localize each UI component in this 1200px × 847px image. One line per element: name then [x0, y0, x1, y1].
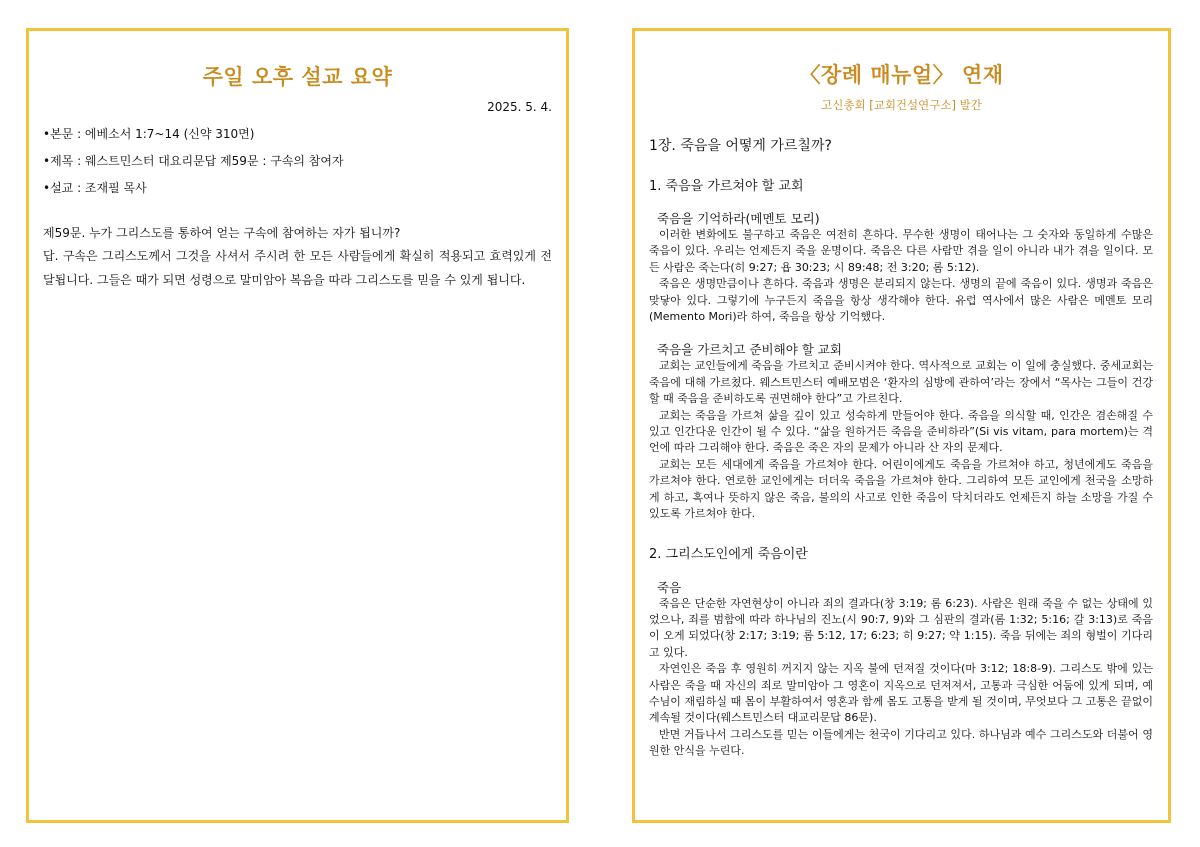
right-page	[632, 28, 1171, 823]
sermon-date: 2025. 5. 4.	[487, 100, 552, 114]
paragraph: 이러한 변화에도 불구하고 죽음은 여전히 흔하다. 무수한 생명이 태어나는 그 숫자와 동일하게 수많은 죽음이 있다. 우리는 언제든지 죽을 운명이다. 죽음은 다른 사람만 겪을 일이 아니라 내가 겪을 일이다. 모든 사람은 죽는다(히 9:27; 욥 30:23; 시 89:48; 전 3:20; 롬 5:12).	[649, 228, 1153, 274]
subsection-heading: 죽음을 기억하라(메멘토 모리)	[657, 211, 820, 226]
sermon-summary-title: 주일 오후 설교 요약	[202, 65, 393, 89]
paragraph: 교회는 죽음을 가르쳐 삶을 깊이 있고 성숙하게 만들어야 한다. 죽음을 의식할 때, 인간은 겸손해질 수 있고 인간다운 인간이 될 수 있다. “삶을 원하거든 죽음을 준비하라”(Si vis vitam, para mortem)는 격언에 따라 그리해야 한다. 죽음은 죽은 자의 문제가 아니라 산 자의 문제다.	[649, 408, 1153, 455]
section-heading: 2. 그리스도인에게 죽음이란	[649, 546, 808, 562]
paragraph: 자연인은 죽음 후 영원히 꺼지지 않는 지옥 불에 던져질 것이다(마 3:12; 18:8-9). 그리스도 밖에 있는 사람은 죽을 때 자신의 죄로 말미암아 그 영혼이 지옥으로 던져져서, 고통과 극심한 어둠에 있게 되며, 예수님이 재림하실 때 몸이 부활하여서 영혼과 함께 몸도 고통을 받게 될 것이며, 무엇보다 그 고통은 끝없이 계속될 것이다(웨스트민스터 대교리문답 86문).	[649, 662, 1153, 725]
section-heading: 1. 죽음을 가르쳐야 할 교회	[649, 179, 804, 194]
paragraph: 죽음은 단순한 자연현상이 아니라 죄의 결과다(창 3:19; 롬 6:23). 사람은 원래 죽을 수 없는 상태에 있었으나, 죄를 범함에 따라 하나님의 진노(시 90:7, 9)와 그 심판의 결과(롬 1:32; 5:16; 갈 3:13)로 죽음이 오게 되었다(창 2:17; 3:19; 롬 5:12, 17; 6:23; 히 9:27; 약 1:15). 죽음 뒤에는 죄의 형벌이 기다리고 있다.	[649, 596, 1153, 659]
paragraph: 반면 거듭나서 그리스도를 믿는 이들에게는 천국이 기다리고 있다. 하나님과 예수 그리스도와 더불어 영원한 안식을 누린다.	[649, 727, 1153, 758]
catechism-answer: 답. 구속은 그리스도께서 그것을 사셔서 주시려 한 모든 사람들에게 확실히 적용되고 효력있게 전달됩니다. 그들은 때가 되면 성령으로 말미암아 복음을 따라 그리스도를 믿을 수 있게 됩니다.	[43, 249, 552, 287]
publisher-subtitle: 고신총회 [교회건설연구소] 발간	[821, 98, 982, 112]
paragraph: 교회는 모든 세대에게 죽음을 가르쳐야 한다. 어린이에게도 죽음을 가르쳐야 하고, 청년에게도 죽음을 가르쳐야 한다. 연로한 교인에게는 더더욱 죽음을 가르쳐야 한다. 그리하여 모든 교인에게 천국을 소망하게 하고, 혹여나 뜻하지 않은 죽음, 불의의 사고로 인한 죽음이 닥치더라도 언제든지 하늘 소망을 가질 수 있도록 가르쳐야 한다.	[649, 457, 1153, 521]
sermon-title-line: •제목 : 웨스트민스터 대요리문답 제59문 : 구속의 참여자	[43, 154, 344, 168]
preacher-line: •설교 : 조재필 목사	[43, 181, 147, 195]
subsection-heading: 죽음을 가르치고 준비해야 할 교회	[657, 342, 842, 358]
left-page	[26, 28, 569, 823]
paragraph: 죽음은 생명만큼이나 흔하다. 죽음과 생명은 분리되지 않는다. 생명의 끝에 죽음이 있다. 생명과 죽음은 맞닿아 있다. 그렇기에 누구든지 죽음을 항상 생각해야 한다. 유럽 역사에서 많은 사람은 메멘토 모리(Memento Mori)라 하여, 죽음을 항상 기억했다.	[649, 277, 1153, 324]
chapter-heading: 1장. 죽음을 어떻게 가르칠까?	[649, 138, 832, 154]
subsection-heading: 죽음	[657, 579, 682, 595]
paragraph: 교회는 교인들에게 죽음을 가르치고 준비시켜야 한다. 역사적으로 교회는 이 일에 충실했다. 중세교회는 죽음에 대해 가르쳤다. 웨스트민스터 예배모범은 ‘환자의 심방에 관하여’라는 장에서 “목사는 그들이 건강할 때 죽음을 준비하도록 권면해야 한다”고 가르친다.	[649, 359, 1153, 406]
funeral-manual-title: 〈장례 매뉴얼〉 연재	[799, 63, 1004, 87]
catechism-question: 제59문. 누가 그리스도를 통하여 얻는 구속에 참여하는 자가 됩니까?	[43, 226, 401, 240]
scripture-line: •본문 : 에베소서 1:7~14 (신약 310면)	[43, 127, 255, 141]
